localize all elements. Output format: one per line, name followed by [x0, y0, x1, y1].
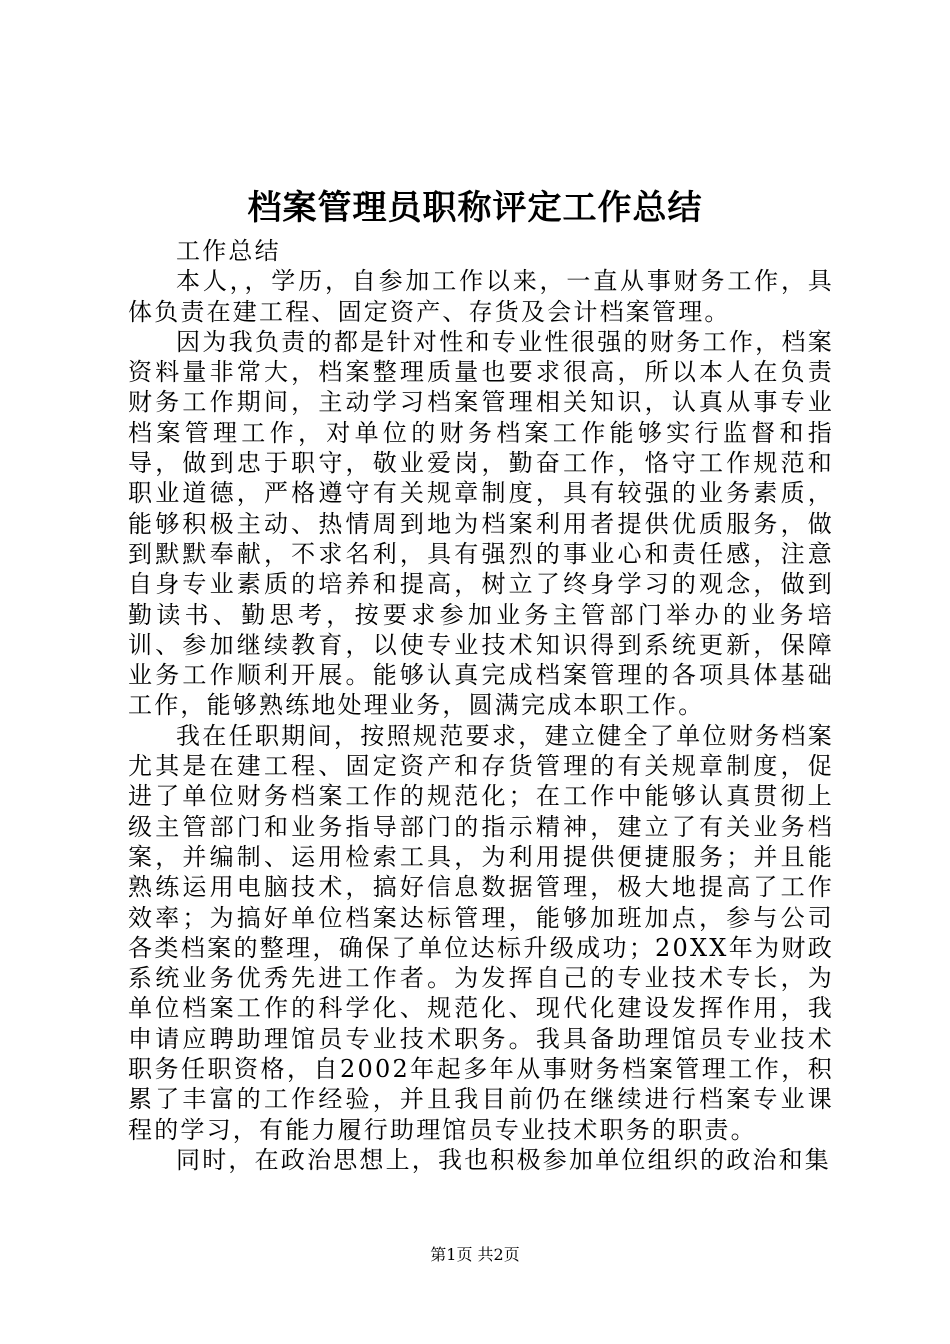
page-number: 第1页 共2页 [430, 1245, 520, 1264]
document-body [128, 236, 834, 1175]
paragraph: 我在任职期间，按照规范要求，建立健全了单位财务档案尤其是在建工程、固定资产和存货管理的有关规章制度，促进了单位财务档案工作的规范化；在工作中能够认真贯彻上级主管部门和业务指导部门的指示精神，建立了有关业务档案，并编制、运用检索工具，为利用提供便捷服务；并且能熟练运用电脑技术，搞好信息数据管理，极大地提高了工作效率；为搞好单位档案达标管理，能够加班加点，参与公司各类档案的整理，确保了单位达标升级成功；20XX年为财政系统业务优秀先进工作者。为发挥自己的专业技术专长，为单位档案工作的科学化、规范化、现代化建设发挥作用，我申请应聘助理馆员专业技术职务。我具备助理馆员专业技术职务任职资格，自2002年起多年从事财务档案管理工作，积累了丰富的工作经验，并且我目前仍在继续进行档案专业课程的学习，有能力履行助理馆员专业技术职务的职责。 [128, 721, 834, 1144]
paragraph: 本人，，学历，自参加工作以来，一直从事财务工作，具体负责在建工程、固定资产、存货及会计档案管理。 [128, 267, 834, 326]
document-title: 档案管理员职称评定工作总结 [247, 188, 703, 228]
paragraph-heading: 工作总结 [176, 237, 281, 265]
paragraph: 因为我负责的都是针对性和专业性很强的财务工作，档案资料量非常大，档案整理质量也要求很高，所以本人在负责财务工作期间，主动学习档案管理相关知识，认真从事专业档案管理工作，对单位的财务档案工作能够实行监督和指导，做到忠于职守，敬业爱岗，勤奋工作，恪守工作规范和职业道德，严格遵守有关规章制度，具有较强的业务素质，能够积极主动、热情周到地为档案利用者提供优质服务，做到默默奉献，不求名利，具有强烈的事业心和责任感，注意自身专业素质的培养和提高，树立了终身学习的观念，做到勤读书、勤思考，按要求参加业务主管部门举办的业务培训、参加继续教育，以使专业技术知识得到系统更新，保障业务工作顺利开展。能够认真完成档案管理的各项具体基础工作，能够熟练地处理业务，圆满完成本职工作。 [128, 327, 834, 720]
paragraph: 同时，在政治思想上，我也积极参加单位组织的政治和集 [176, 1145, 831, 1174]
